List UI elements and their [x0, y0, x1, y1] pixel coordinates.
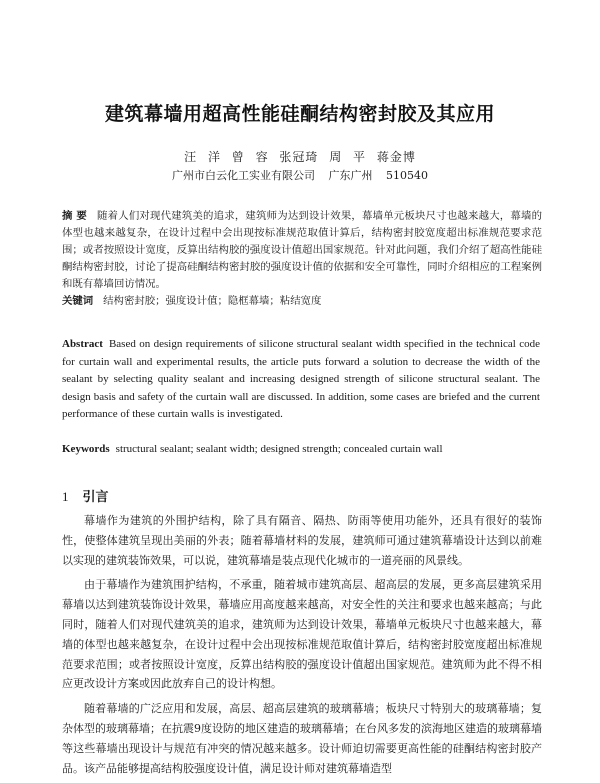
keywords-en-label: Keywords	[62, 443, 110, 455]
abstract-cn-label: 摘 要	[62, 210, 88, 222]
abstract-en-label: Abstract	[62, 338, 103, 350]
abstract-en-text: Based on design requirements of silicone structural sealant width specified in the technical code for curtain wall and experimental results, the article puts forward a solution to decrease the width of the sealant by selecting quality sealant and increasing designed strength of silicone structural sealant. The design basis and safety of the curtain wall are discussed. In addition, some cases are briefed and the current performance of these curtain walls is investigated.	[62, 338, 540, 421]
keywords-english	[62, 441, 542, 458]
paragraph: 由于幕墙作为建筑围护结构，不承重，随着城市建筑高层、超高层的发展，更多高层建筑采用幕墙以达到建筑装饰设计效果，幕墙应用高度越来越高，对安全性的关注和要求也越来越高；与此同时，随着人们对现代建筑美的追求，建筑师为达到设计效果，幕墙单元板块尺寸也越来越大，幕墙的体型也越来越复杂，在设计过程中会出现按标准规范取值计算后，结构密封胶宽度超出标准规范要求范围；或者按照设计宽度，反算出结构胶的强度设计值超出国家规范。建筑师为此不得不相应更改设计方案或因此放弃自己的设计构想。	[62, 578, 542, 691]
paragraph: 幕墙作为建筑的外围护结构，除了具有隔音、隔热、防雨等使用功能外，还具有很好的装饰性，使整体建筑呈现出美丽的外表；随着幕墙材料的发展，建筑师可通过建筑幕墙设计达到以前难以实现的建筑装饰效果，可以说，建筑幕墙是装点现代化城市的一道亮丽的风景线。	[62, 514, 542, 567]
author-list: 汪 洋 曾 容 张冠琦 周 平 蒋金博	[184, 150, 416, 164]
section-number: 1	[62, 489, 69, 504]
abstract-chinese	[62, 208, 542, 293]
abstract-english	[62, 336, 540, 424]
keywords-cn-label: 关键词	[62, 295, 94, 307]
keywords-chinese	[62, 293, 542, 310]
paper-title: 建筑幕墙用超高性能硅酮结构密封胶及其应用	[104, 103, 495, 125]
abstract-cn-text: 随着人们对现代建筑美的追求，建筑师为达到设计效果，幕墙单元板块尺寸也越来越大，幕墙的体型也越来越复杂，在设计过程中会出现按标准规范取值计算后，结构密封胶宽度超出标准规范要求范围；或者按照设计宽度，反算出结构胶的强度设计值超出国家规范。针对此问题，我们介绍了超高性能硅酮结构密封胶，讨论了提高硅酮结构密封胶的强度设计值的依据和安全可靠性，同时介绍相应的工程案例和既有幕墙回访情况。	[62, 210, 542, 290]
body-text	[62, 511, 542, 783]
affiliation: 广州市白云化工实业有限公司 广东广州 510540	[172, 169, 428, 182]
section-heading	[62, 486, 109, 505]
section-title: 引言	[82, 490, 109, 505]
paragraph: 随着幕墙的广泛应用和发展，高层、超高层建筑的玻璃幕墙；板块尺寸特别大的玻璃幕墙；复杂体型的玻璃幕墙；在抗震9度设防的地区建造的玻璃幕墙；在台风多发的滨海地区建造的玻璃幕墙等这些幕墙出现设计与规范有冲突的情况越来越多。设计师迫切需要更高性能的硅酮结构密封胶产品。该产品能够提高结构胶强度设计值，满足设计师对建筑幕墙造型	[62, 702, 542, 775]
keywords-cn-text: 结构密封胶；强度设计值；隐框幕墙；粘结宽度	[103, 295, 322, 307]
keywords-en-text: structural sealant; sealant width; designed strength; concealed curtain wall	[115, 443, 443, 455]
